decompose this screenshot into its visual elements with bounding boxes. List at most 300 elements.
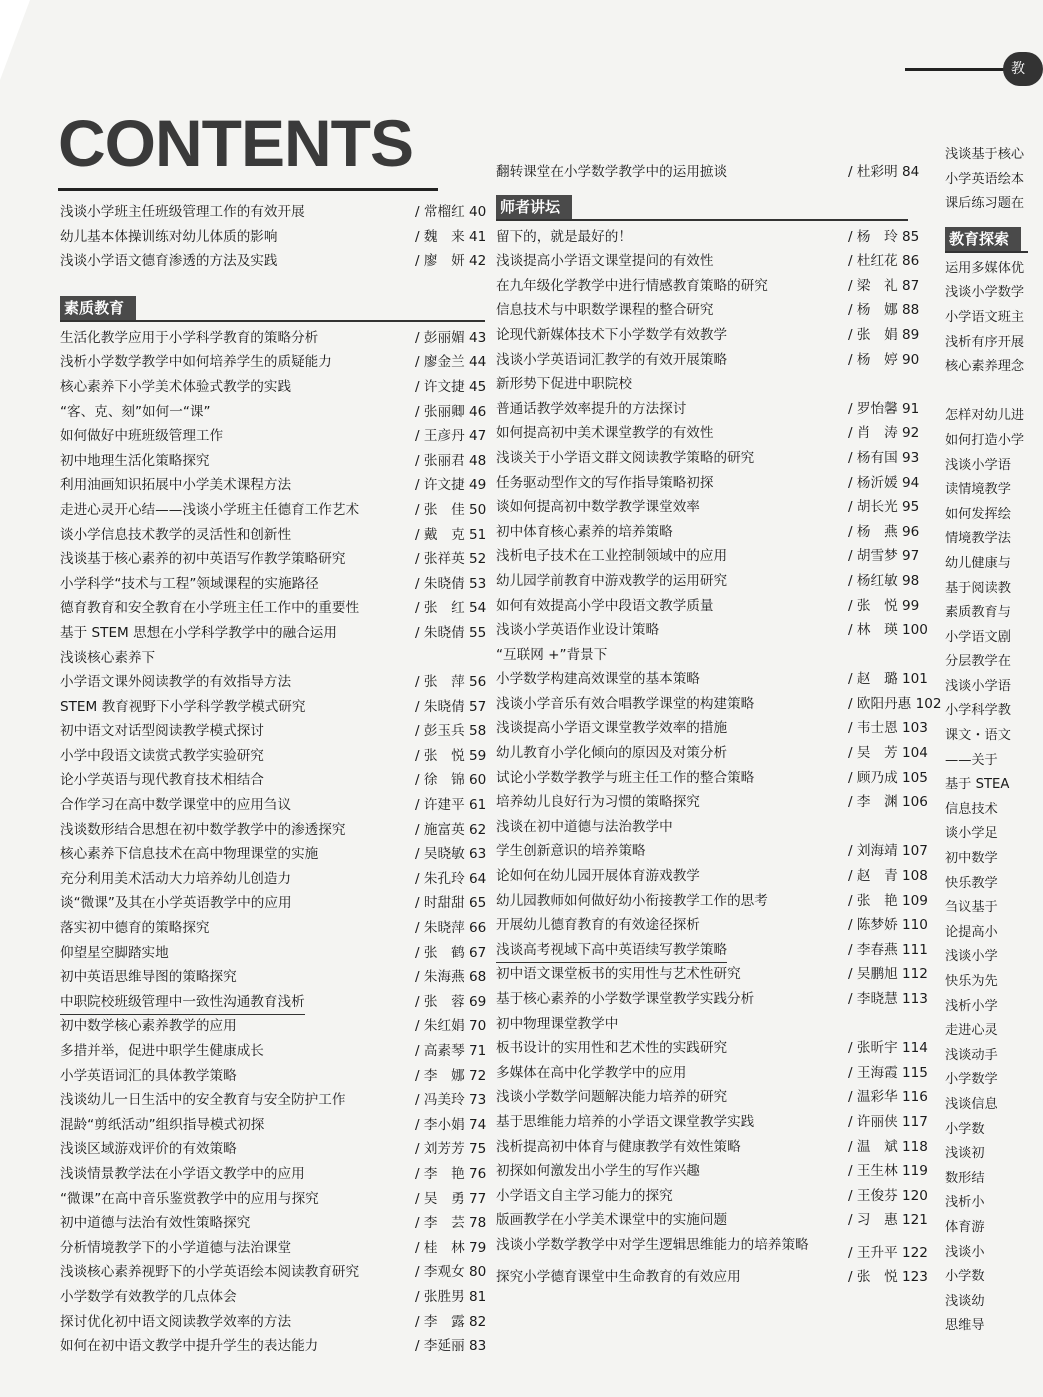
entry-title: 普通话教学效率提升的方法探讨	[496, 400, 687, 417]
toc-entry[interactable]	[60, 200, 485, 225]
toc-entry[interactable]	[60, 1014, 485, 1039]
toc-entry[interactable]	[496, 348, 920, 373]
entry-author-page: / 施富英 62	[415, 821, 487, 838]
entry-author-page: / 张胜男 81	[415, 1288, 487, 1305]
entry-title: 论现代新媒体技术下小学数学有效教学	[496, 326, 728, 343]
entry-title: 浅谈信息	[945, 1096, 998, 1112]
section-rule	[945, 251, 1028, 253]
toc-entry[interactable]	[945, 650, 1028, 675]
entry-author-page: / 许文捷 49	[415, 477, 487, 494]
entry-author-page: / 吴晓敏 63	[415, 846, 487, 863]
toc-entry[interactable]	[496, 594, 920, 619]
toc-entry[interactable]	[496, 839, 928, 864]
entry-title: 学生创新意识的培养策略	[496, 843, 646, 860]
entry-title: 信息技术	[945, 801, 998, 817]
entry-title: 生活化教学应用于小学科学教育的策略分析	[60, 329, 319, 346]
entry-title: 新形势下促进中职院校	[496, 376, 632, 393]
page-corner-shadow	[0, 0, 30, 80]
entry-author-page: / 常榴红 40	[415, 204, 487, 220]
toc-entry[interactable]	[60, 793, 485, 818]
toc-entry[interactable]	[496, 716, 928, 741]
toc-entry[interactable]	[945, 257, 1028, 282]
entry-title: 浅谈小学	[945, 949, 998, 965]
toc-entry[interactable]	[496, 766, 928, 791]
toc-entry[interactable]	[60, 891, 485, 916]
entry-title: 小学英语绘本	[945, 171, 1025, 187]
entry-title: 小学数学有效教学的几点体会	[60, 1288, 237, 1305]
entry-author-page: / 李 渊 106	[848, 794, 928, 811]
entry-title: 幼儿园教师如何做好幼小衔接教学工作的思考	[496, 892, 768, 909]
toc-entry[interactable]	[60, 350, 485, 375]
entry-title: 怎样对幼儿进	[945, 408, 1025, 424]
entry-title: 利用油画知识拓展中小学美术课程方法	[60, 477, 292, 494]
entry-author-page: / 张 悦 123	[848, 1268, 928, 1285]
entry-author-page: / 许建平 61	[415, 797, 487, 814]
entry-title: 如何有效提高小学中段语文教学质量	[496, 597, 714, 614]
toc-entry[interactable]	[945, 1093, 1028, 1118]
toc-entry[interactable]	[496, 815, 908, 840]
toc-entry[interactable]	[60, 1039, 485, 1064]
entry-title: 小学数	[945, 1269, 985, 1285]
toc-entry[interactable]	[945, 896, 1028, 921]
entry-author-page: / 李 娜 72	[415, 1067, 487, 1084]
entry-author-page: / 许文捷 45	[415, 378, 487, 395]
entry-title: 浅析提高初中体育与健康教学有效性策略	[496, 1138, 741, 1155]
entry-title: 幼儿园学前教育中游戏教学的运用研究	[496, 572, 728, 589]
entry-title: 板书设计的实用性和艺术性的实践研究	[496, 1040, 728, 1057]
toc-entry[interactable]	[60, 646, 485, 671]
entry-title: 体育游	[945, 1219, 985, 1235]
entry-title: 在九年级化学教学中进行情感教育策略的研究	[496, 277, 768, 294]
toc-entry[interactable]	[60, 867, 485, 892]
entry-title: 小学语文剧	[945, 629, 1011, 645]
entry-author-page: / 张丽君 48	[415, 452, 487, 469]
entry-title: 浅谈小学数学问题解决能力培养的研究	[496, 1089, 728, 1106]
toc-entry[interactable]	[60, 768, 485, 793]
toc-entry[interactable]	[945, 773, 1028, 798]
section-title: 教育探索	[945, 227, 1021, 251]
toc-entry[interactable]	[945, 1142, 1028, 1167]
entry-title: 小学语文课外阅读教学的有效指导方法	[60, 674, 292, 691]
toc-entry[interactable]	[496, 471, 920, 496]
entry-title: 如何在初中语文教学中提升学生的表达能力	[60, 1338, 319, 1355]
toc-entry[interactable]	[60, 424, 485, 449]
toc-entry[interactable]	[496, 323, 920, 348]
toc-entry[interactable]	[60, 744, 485, 769]
entry-title: 浅析电子技术在工业控制领域中的应用	[496, 548, 728, 565]
toc-entry[interactable]	[945, 1265, 1028, 1290]
toc-entry[interactable]	[496, 1012, 908, 1037]
entry-title: 读情境教学	[945, 482, 1011, 498]
entry-author-page: / 李观女 80	[415, 1264, 487, 1281]
entry-title: 浅谈区域游戏评价的有效策略	[60, 1141, 237, 1158]
entry-title: 分层教学在	[945, 654, 1011, 670]
toc-entry[interactable]	[496, 298, 920, 323]
toc-entry[interactable]	[60, 572, 485, 597]
toc-entry[interactable]	[60, 1211, 485, 1236]
entry-author-page: / 李小娟 74	[415, 1116, 487, 1133]
entry-author-page: / 廖金兰 44	[415, 354, 487, 371]
entry-author-page: / 戴 克 51	[415, 526, 487, 543]
entry-author-page: / 朱晓萍 66	[415, 920, 487, 937]
entry-title: 初中数学	[945, 851, 998, 867]
toc-entry[interactable]	[945, 281, 1028, 306]
entry-title: 版画教学在小学美术课堂中的实施问题	[496, 1212, 728, 1229]
entry-title: 课文・语文	[945, 728, 1011, 744]
entry-title: 培养幼儿良好行为习惯的策略探究	[496, 794, 700, 811]
toc-entry[interactable]	[945, 995, 1028, 1020]
entry-title: 混龄“剪纸活动”组织指导模式初探	[60, 1116, 265, 1133]
toc-entry[interactable]	[496, 790, 928, 815]
entry-title: 小学数学构建高效课堂的基本策略	[496, 671, 700, 688]
entry-title: 浅析小学	[945, 998, 998, 1014]
entry-author-page: / 陈梦娇 110	[848, 917, 928, 934]
toc-entry[interactable]	[496, 372, 908, 397]
entry-title: 落实初中德育的策略探究	[60, 920, 210, 937]
entry-title: “客、克、刻”如何一“课”	[60, 403, 211, 420]
toc-entry[interactable]	[496, 692, 942, 717]
toc-entry[interactable]	[60, 842, 485, 867]
toc-entry[interactable]	[945, 798, 1028, 823]
toc-entry[interactable]	[945, 1241, 1028, 1266]
entry-title: 浅谈核心素养视野下的小学英语绘本阅读教育研究	[60, 1264, 360, 1281]
entry-author-page: / 温 斌 118	[848, 1138, 928, 1155]
entry-title: 分析情境教学下的小学道德与法治课堂	[60, 1239, 292, 1256]
toc-entry[interactable]	[60, 1162, 485, 1187]
entry-title: 浅谈初	[945, 1146, 985, 1162]
entry-title: 论如何在幼儿园开展体育游戏教学	[496, 868, 700, 885]
entry-title: 谈“微课”及其在小学英语教学中的应用	[60, 895, 292, 912]
entry-author-page: / 杨有国 93	[848, 449, 920, 466]
entry-title: 探究小学德育课堂中生命教育的有效应用	[496, 1268, 741, 1285]
toc-entry[interactable]	[945, 577, 1028, 602]
toc-entry[interactable]	[945, 429, 1028, 454]
toc-entry[interactable]	[945, 404, 1028, 429]
entry-title: 浅谈核心素养下	[60, 649, 156, 666]
toc-entry[interactable]	[496, 1184, 928, 1209]
entry-title: 小学中段语文读赏式教学实验研究	[60, 747, 264, 764]
entry-author-page: / 朱孔玲 64	[415, 870, 487, 887]
entry-title: 小学科学“技术与工程”领域课程的实施路径	[60, 575, 319, 592]
entry-author-page: / 林 瑛 100	[848, 622, 928, 639]
toc-entry[interactable]	[496, 1135, 928, 1160]
toc-entry[interactable]	[496, 397, 920, 422]
toc-entry[interactable]	[60, 719, 485, 744]
toc-entry[interactable]	[496, 160, 920, 185]
toc-entry[interactable]	[496, 643, 908, 668]
entry-author-page: / 冯美玲 73	[415, 1092, 487, 1109]
toc-entry[interactable]	[945, 699, 1028, 724]
entry-author-page: / 张 佳 50	[415, 501, 487, 518]
entry-title: 基于 STEM 思想在小学科学教学中的融合运用	[60, 624, 337, 641]
toc-entry[interactable]	[945, 1167, 1028, 1192]
entry-author-page: / 朱晓倩 55	[415, 624, 487, 641]
toc-entry[interactable]	[945, 872, 1028, 897]
toc-entry[interactable]	[496, 249, 920, 274]
entry-author-page: / 朱红娟 70	[415, 1018, 487, 1035]
toc-entry[interactable]	[945, 749, 1028, 774]
entry-author-page: / 胡长光 95	[848, 499, 920, 516]
toc-entry[interactable]	[60, 449, 485, 474]
entry-title: 谈如何提高初中数学教学课堂效率	[496, 499, 700, 516]
toc-entry[interactable]	[945, 1290, 1028, 1315]
entry-author-page: / 王俊芬 120	[848, 1187, 928, 1204]
entry-title: 初中英语思维导图的策略探究	[60, 969, 237, 986]
entry-title: 核心素养下信息技术在高中物理课堂的实施	[60, 846, 319, 863]
toc-entry[interactable]	[496, 495, 920, 520]
toc-entry[interactable]	[945, 478, 1028, 503]
toc-entry[interactable]	[60, 818, 485, 843]
toc-entry[interactable]	[496, 1208, 928, 1233]
logo-underline	[58, 188, 438, 191]
toc-entry[interactable]	[945, 921, 1028, 946]
entry-title: 初中语文对话型阅读教学模式探讨	[60, 723, 264, 740]
toc-entry[interactable]	[496, 618, 928, 643]
entry-title: 初中物理课堂教学中	[496, 1015, 619, 1032]
entry-title: 浅谈提高小学语文课堂提问的有效性	[496, 253, 714, 270]
entry-title: 浅谈关于小学语文群文阅读教学策略的研究	[496, 449, 755, 466]
toc-entry[interactable]	[945, 945, 1028, 970]
entry-author-page: / 魏 来 41	[415, 228, 487, 245]
entry-author-page: / 张 娟 89	[848, 326, 920, 343]
entry-author-page: / 彭丽媚 43	[415, 329, 487, 346]
entry-title: 幼儿教育小学化倾向的原因及对策分析	[496, 745, 728, 762]
toc-entry[interactable]	[496, 520, 920, 545]
entry-title: 走进心灵开心结——浅谈小学班主任德育工作艺术	[60, 501, 360, 518]
entry-title: 思维导	[945, 1318, 985, 1334]
toc-entry[interactable]	[60, 326, 485, 351]
toc-entry[interactable]	[945, 1019, 1028, 1044]
entry-title: 论提高小	[945, 924, 998, 940]
toc-entry[interactable]	[945, 970, 1028, 995]
toc-entry[interactable]	[945, 1314, 1028, 1339]
toc-entry[interactable]	[60, 990, 485, 1015]
contents-logo: CONTENTS	[58, 106, 413, 180]
toc-entry[interactable]	[60, 621, 485, 646]
toc-entry[interactable]	[496, 667, 928, 692]
toc-entry[interactable]	[945, 355, 1028, 380]
entry-title: 浅谈小学数学	[945, 285, 1025, 301]
entry-title: 数形结	[945, 1170, 985, 1186]
entry-author-page: / 张丽卿 46	[415, 403, 487, 420]
entry-author-page: / 赵 青 108	[848, 868, 928, 885]
toc-entry[interactable]	[60, 1187, 485, 1212]
toc-entry[interactable]	[945, 503, 1028, 528]
entry-title: 开展幼儿德育教育的有效途径探析	[496, 917, 700, 934]
toc-entry[interactable]	[945, 331, 1028, 356]
toc-entry[interactable]	[945, 306, 1028, 331]
entry-title: 浅谈高考视域下高中英语续写教学策略	[496, 938, 727, 964]
entry-title: 核心素养理念	[945, 359, 1025, 375]
entry-title: 浅谈小学语文德育渗透的方法及实践	[60, 253, 278, 270]
section-rule	[60, 320, 485, 322]
entry-title: 浅谈情景教学法在小学语文教学中的应用	[60, 1165, 305, 1182]
entry-author-page: / 张 悦 59	[415, 747, 487, 764]
entry-author-page: / 朱海燕 68	[415, 969, 487, 986]
entry-title: 如何提高初中美术课堂教学的有效性	[496, 425, 714, 442]
toc-entry[interactable]	[496, 1110, 928, 1135]
toc-entry[interactable]	[945, 724, 1028, 749]
entry-title: 初探如何激发出小学生的写作兴趣	[496, 1163, 700, 1180]
toc-entry[interactable]	[60, 596, 485, 621]
toc-entry[interactable]	[60, 695, 485, 720]
toc-entry[interactable]	[496, 1233, 928, 1265]
toc-entry[interactable]	[60, 375, 485, 400]
toc-entry[interactable]	[945, 1118, 1028, 1143]
entry-author-page: / 习 惠 121	[848, 1212, 928, 1229]
toc-entry[interactable]	[496, 1061, 928, 1086]
toc-entry[interactable]	[945, 847, 1028, 872]
toc-entry[interactable]	[60, 1310, 485, 1335]
entry-author-page: / 张昕宇 114	[848, 1040, 928, 1057]
entry-author-page: / 吴鹏旭 112	[848, 966, 928, 983]
entry-title: 论小学英语与现代教育技术相结合	[60, 772, 264, 789]
entry-title: 快乐为先	[945, 974, 998, 989]
entry-author-page: / 徐 锦 60	[415, 772, 487, 789]
toc-entry[interactable]	[945, 601, 1028, 626]
entry-author-page: / 杨红敏 98	[848, 572, 920, 589]
entry-title: 刍议基于	[945, 900, 998, 916]
entry-title: 浅谈小学数学教学中对学生逻辑思维能力的培养策略	[496, 1236, 809, 1253]
entry-author-page: / 肖 涛 92	[848, 425, 920, 442]
toc-entry[interactable]	[945, 380, 1028, 405]
toc-entry[interactable]	[496, 864, 928, 889]
entry-title: 浅谈小学英语词汇教学的有效开展策略	[496, 351, 728, 368]
entry-title: 中职院校班级管理中一致性沟通教育浅析	[60, 990, 305, 1016]
entry-title: 浅谈数形结合思想在初中数学教学中的渗透探究	[60, 821, 346, 838]
entry-title: 浅谈幼	[945, 1293, 985, 1309]
toc-entry[interactable]	[945, 1068, 1028, 1093]
toc-entry[interactable]	[496, 962, 928, 987]
toc-entry[interactable]	[60, 965, 485, 990]
entry-author-page: / 张 萍 56	[415, 674, 487, 691]
toc-entry[interactable]	[60, 1088, 485, 1113]
entry-title: 基于核心素养的小学数学课堂教学实践分析	[496, 991, 755, 1007]
section-title: 素质教育	[60, 296, 136, 320]
header-rule	[905, 68, 1005, 71]
toc-entry[interactable]	[945, 822, 1028, 847]
toc-entry[interactable]	[945, 675, 1028, 700]
entry-author-page: / 杨 娜 88	[848, 302, 920, 319]
toc-entry[interactable]	[60, 473, 485, 498]
entry-title: 任务驱动型作文的写作指导策略初探	[496, 474, 714, 491]
entry-author-page: / 时甜甜 65	[415, 895, 487, 912]
toc-entry[interactable]	[60, 1064, 485, 1089]
toc-entry[interactable]	[496, 1159, 928, 1184]
toc-entry[interactable]	[60, 225, 485, 250]
toc-entry[interactable]	[60, 249, 485, 274]
entry-title: 小学英语词汇的具体教学策略	[60, 1067, 237, 1084]
toc-entry[interactable]	[496, 446, 920, 471]
entry-author-page: / 温彩华 116	[848, 1089, 928, 1106]
entry-author-page: / 王海霞 115	[848, 1064, 928, 1081]
column-2	[496, 160, 942, 1290]
entry-author-page: / 许丽侠 117	[848, 1113, 928, 1130]
toc-entry[interactable]	[60, 1113, 485, 1138]
entry-title: 德育教育和安全教育在小学班主任工作中的重要性	[60, 600, 360, 617]
entry-author-page: / 李晓慧 113	[848, 991, 928, 1007]
toc-entry[interactable]	[496, 421, 920, 446]
toc-entry[interactable]	[945, 1216, 1028, 1241]
entry-author-page: / 李 露 82	[415, 1313, 487, 1330]
toc-entry[interactable]	[945, 626, 1028, 651]
toc-entry[interactable]	[945, 1044, 1028, 1069]
toc-entry[interactable]	[60, 916, 485, 941]
toc-entry[interactable]	[496, 913, 928, 938]
toc-entry[interactable]	[496, 569, 920, 594]
entry-title: 多媒体在高中化学教学中的应用	[496, 1064, 687, 1081]
entry-author-page: / 韦士恩 103	[848, 720, 928, 737]
column-3	[945, 143, 1028, 1334]
entry-title: 幼儿健康与	[945, 555, 1011, 571]
toc-entry[interactable]	[945, 168, 1028, 193]
toc-entry[interactable]	[60, 670, 485, 695]
toc-entry[interactable]	[60, 547, 485, 572]
toc-entry[interactable]	[496, 889, 928, 914]
toc-entry[interactable]	[945, 1191, 1028, 1216]
entry-title: 浅谈小	[945, 1244, 985, 1260]
entry-title: 浅谈小学英语作业设计策略	[496, 622, 660, 639]
entry-author-page: / 欧阳丹惠 102	[848, 695, 942, 712]
toc-entry[interactable]	[945, 192, 1028, 217]
toc-entry[interactable]	[60, 1236, 485, 1261]
entry-title: STEM 教育视野下小学科学教学模式研究	[60, 698, 306, 715]
toc-entry[interactable]	[60, 941, 485, 966]
toc-entry[interactable]	[945, 552, 1028, 577]
entry-author-page: / 李延丽 83	[415, 1338, 487, 1355]
toc-entry[interactable]	[496, 1265, 928, 1290]
entry-title: 小学数学	[945, 1072, 998, 1088]
entry-title: 核心素养下小学美术体验式教学的实践	[60, 378, 292, 395]
entry-author-page: / 王升平 122	[848, 1244, 928, 1261]
toc-entry[interactable]	[496, 938, 928, 963]
toc-entry[interactable]	[496, 1036, 928, 1061]
entry-title: 翻转课堂在小学数学教学中的运用摭谈	[496, 164, 728, 180]
section-header-quality-education	[60, 296, 485, 322]
entry-title: ——关于	[945, 752, 998, 768]
toc-entry[interactable]	[60, 498, 485, 523]
toc-entry[interactable]	[496, 544, 920, 569]
toc-entry[interactable]	[60, 400, 485, 425]
toc-entry[interactable]	[496, 225, 920, 250]
column-1	[60, 200, 485, 1359]
toc-entry[interactable]	[60, 1334, 485, 1359]
entry-title: 留下的，就是最好的！	[496, 228, 632, 245]
entry-title: 基于阅读教	[945, 580, 1011, 596]
entry-title: 探讨优化初中语文阅读教学效率的方法	[60, 1313, 292, 1330]
entry-title: “微课”在高中音乐鉴赏教学中的应用与探究	[60, 1190, 319, 1207]
toc-entry[interactable]	[496, 1085, 928, 1110]
toc-entry[interactable]	[945, 454, 1028, 479]
entry-title: 小学数	[945, 1121, 985, 1137]
toc-entry[interactable]	[496, 274, 920, 299]
entry-author-page: / 张 红 54	[415, 600, 487, 617]
toc-entry[interactable]	[496, 741, 928, 766]
toc-entry[interactable]	[60, 1137, 485, 1162]
toc-entry[interactable]	[60, 1285, 485, 1310]
toc-entry[interactable]	[60, 523, 485, 548]
toc-entry[interactable]	[945, 527, 1028, 552]
toc-entry[interactable]	[945, 143, 1028, 168]
entry-title: 仰望星空脚踏实地	[60, 944, 169, 961]
toc-entry[interactable]	[60, 1260, 485, 1285]
toc-entry[interactable]	[496, 987, 928, 1012]
entry-author-page: / 顾乃成 105	[848, 769, 928, 786]
section-title: 师者讲坛	[496, 195, 572, 219]
entry-title: 幼儿基本体操训练对幼儿体质的影响	[60, 228, 278, 245]
entry-title: 浅谈小学班主任班级管理工作的有效开展	[60, 204, 305, 220]
entry-author-page: / 杜红花 86	[848, 253, 920, 270]
